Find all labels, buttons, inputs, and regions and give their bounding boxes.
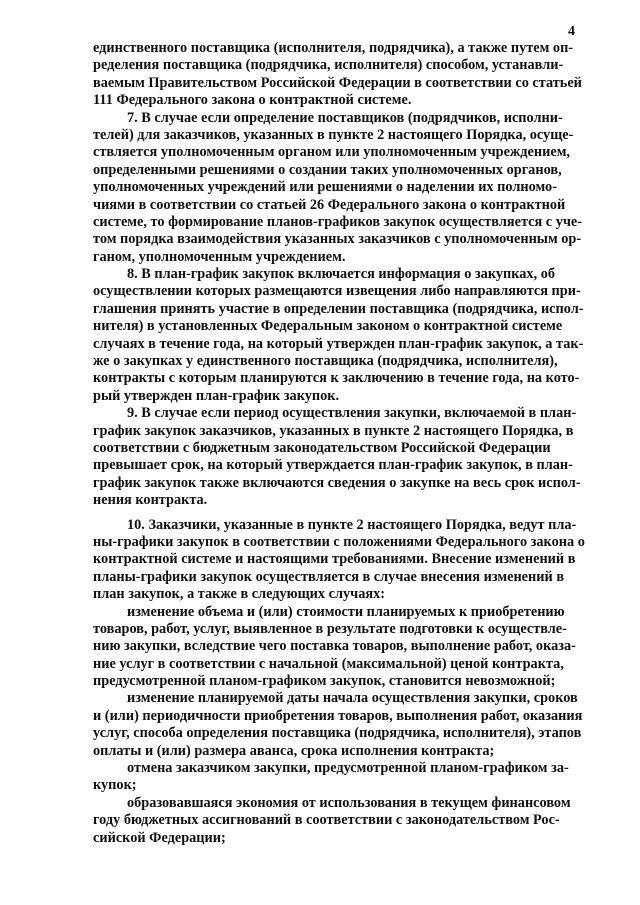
text-line: купок; — [93, 777, 137, 794]
text-line: 7. В случае если определение поставщиков (подрядчиков, исполни- — [127, 109, 563, 126]
text-line: же о закупках у единственного поставщика (подрядчика, исполнителя), — [93, 353, 558, 370]
paragraph — [93, 516, 585, 604]
paragraph — [93, 266, 584, 405]
text-line: том порядка взаимодействия указанных заказчиков с уполномоченным ор- — [93, 231, 582, 248]
text-line: предусмотренной планом-графиком закупок, становится невозможной; — [93, 673, 556, 690]
paragraph — [93, 604, 579, 691]
text-line: контрактной системе и настоящими требованиями. Внесение изменений в — [93, 551, 576, 568]
text-line: сийской Федерации; — [93, 829, 226, 846]
paragraph-continuation — [93, 40, 582, 110]
text-line: нителя) в установленных Федеральным законом о контрактной системе — [93, 318, 563, 335]
text-line: ны-графики закупок в соответствии с положениями Федерального закона о — [93, 533, 585, 550]
text-line: определенными решениями о создании таких уполномоченных органов, — [93, 161, 562, 178]
text-line: единственного поставщика (исполнителя, подрядчика), а также путем оп- — [93, 40, 574, 56]
text-line: изменение объема и (или) стоимости планируемых к приобретению — [127, 603, 565, 620]
text-line: товаров, работ, услуг, выявленное в результате подготовки к осуществле- — [93, 620, 567, 637]
text-line: году бюджетных ассигнований в соответствии с законодательством Рос- — [93, 812, 560, 829]
text-line: 9. В случае если период осуществления закупки, включаемой в план- — [127, 405, 577, 422]
paragraph — [93, 109, 583, 267]
paragraph — [93, 795, 579, 847]
text-line: ствляется уполномоченным органом или уполномоченным учреждением, — [93, 144, 571, 161]
text-line: 10. Заказчики, указанные в пункте 2 настоящего Порядка, ведут пла- — [127, 516, 577, 533]
text-line: глашения принять участие в определении поставщика (подрядчика, испол- — [93, 300, 584, 317]
text-line: чиями в соответствии со статьей 26 Федерального закона о контрактной — [93, 196, 566, 213]
text-line: услуг, способа определения поставщика (подрядчика, исполнителя), этапов — [93, 725, 582, 742]
text-line: соответствии с бюджетным законодательством Российской Федерации — [93, 439, 551, 456]
paragraph — [93, 405, 579, 509]
text-line: случаях в течение года, на который утвержден план-график закупок, а так- — [93, 335, 584, 352]
text-line: планы-графики закупок осуществляется в случае внесения изменений в — [93, 568, 565, 585]
text-line: системе, то формирование планов-графиков закупок осуществляется с уче- — [93, 213, 583, 230]
text-line: изменение планируемой даты начала осуществления закупки, сроков — [127, 690, 578, 707]
text-line: оплаты и (или) размера аванса, срока исполнения контракта; — [93, 742, 495, 759]
text-line: превышает срок, на который утверждается план-график закупок, в план- — [93, 457, 573, 474]
paragraph-gap — [93, 510, 579, 517]
text-line: ганом, уполномоченным учреждением. — [93, 248, 346, 265]
text-line: 111 Федерального закона о контрактной системе. — [93, 92, 412, 109]
text-line: график закупок также включаются сведения о закупке на весь срок испол- — [93, 474, 581, 491]
text-line: рый утвержден план-график закупок. — [93, 387, 340, 404]
text-line: уполномоченных учреждений или решениями о наделении их полномо- — [93, 179, 557, 196]
text-line: отмена заказчиком закупки, предусмотренной планом-графиком за- — [127, 760, 569, 777]
text-line: ределения поставщика (подрядчика, исполнителя) способом, устанавли- — [93, 57, 564, 74]
text-line: осуществлении которых размещаются извещения либо направляются при- — [93, 283, 581, 300]
text-line: график закупок заказчиков, указанных в пункте 2 настоящего Порядка, в — [93, 422, 574, 439]
text-line: план закупок, а также в следующих случаях: — [93, 586, 385, 603]
text-line: и (или) периодичности приобретения товаров, выполнения работ, оказания — [93, 707, 583, 724]
paragraph — [93, 690, 583, 760]
text-line: ние услуг в соответствии с начальной (максимальной) ценой контракта, — [93, 655, 564, 672]
document-body — [93, 40, 585, 847]
page-number: 4 — [568, 24, 575, 39]
text-line: ваемым Правительством Российской Федерации в соответствии со статьей — [93, 74, 582, 91]
paragraph — [93, 760, 579, 795]
text-line: образовавшаяся экономия от использования в текущем финансовом — [127, 794, 571, 811]
text-line: телей) для заказчиков, указанных в пункте 2 настоящего Порядка, осуще- — [93, 126, 574, 143]
text-line: 8. В план-график закупок включается информация о закупках, об — [127, 266, 556, 283]
text-line: нения контракта. — [93, 492, 208, 509]
text-line: нию закупки, вследствие чего поставка товаров, выполнение работ, оказа- — [93, 638, 576, 655]
text-line: контракты с которым планируются к заключению в течение года, на кото- — [93, 370, 580, 387]
